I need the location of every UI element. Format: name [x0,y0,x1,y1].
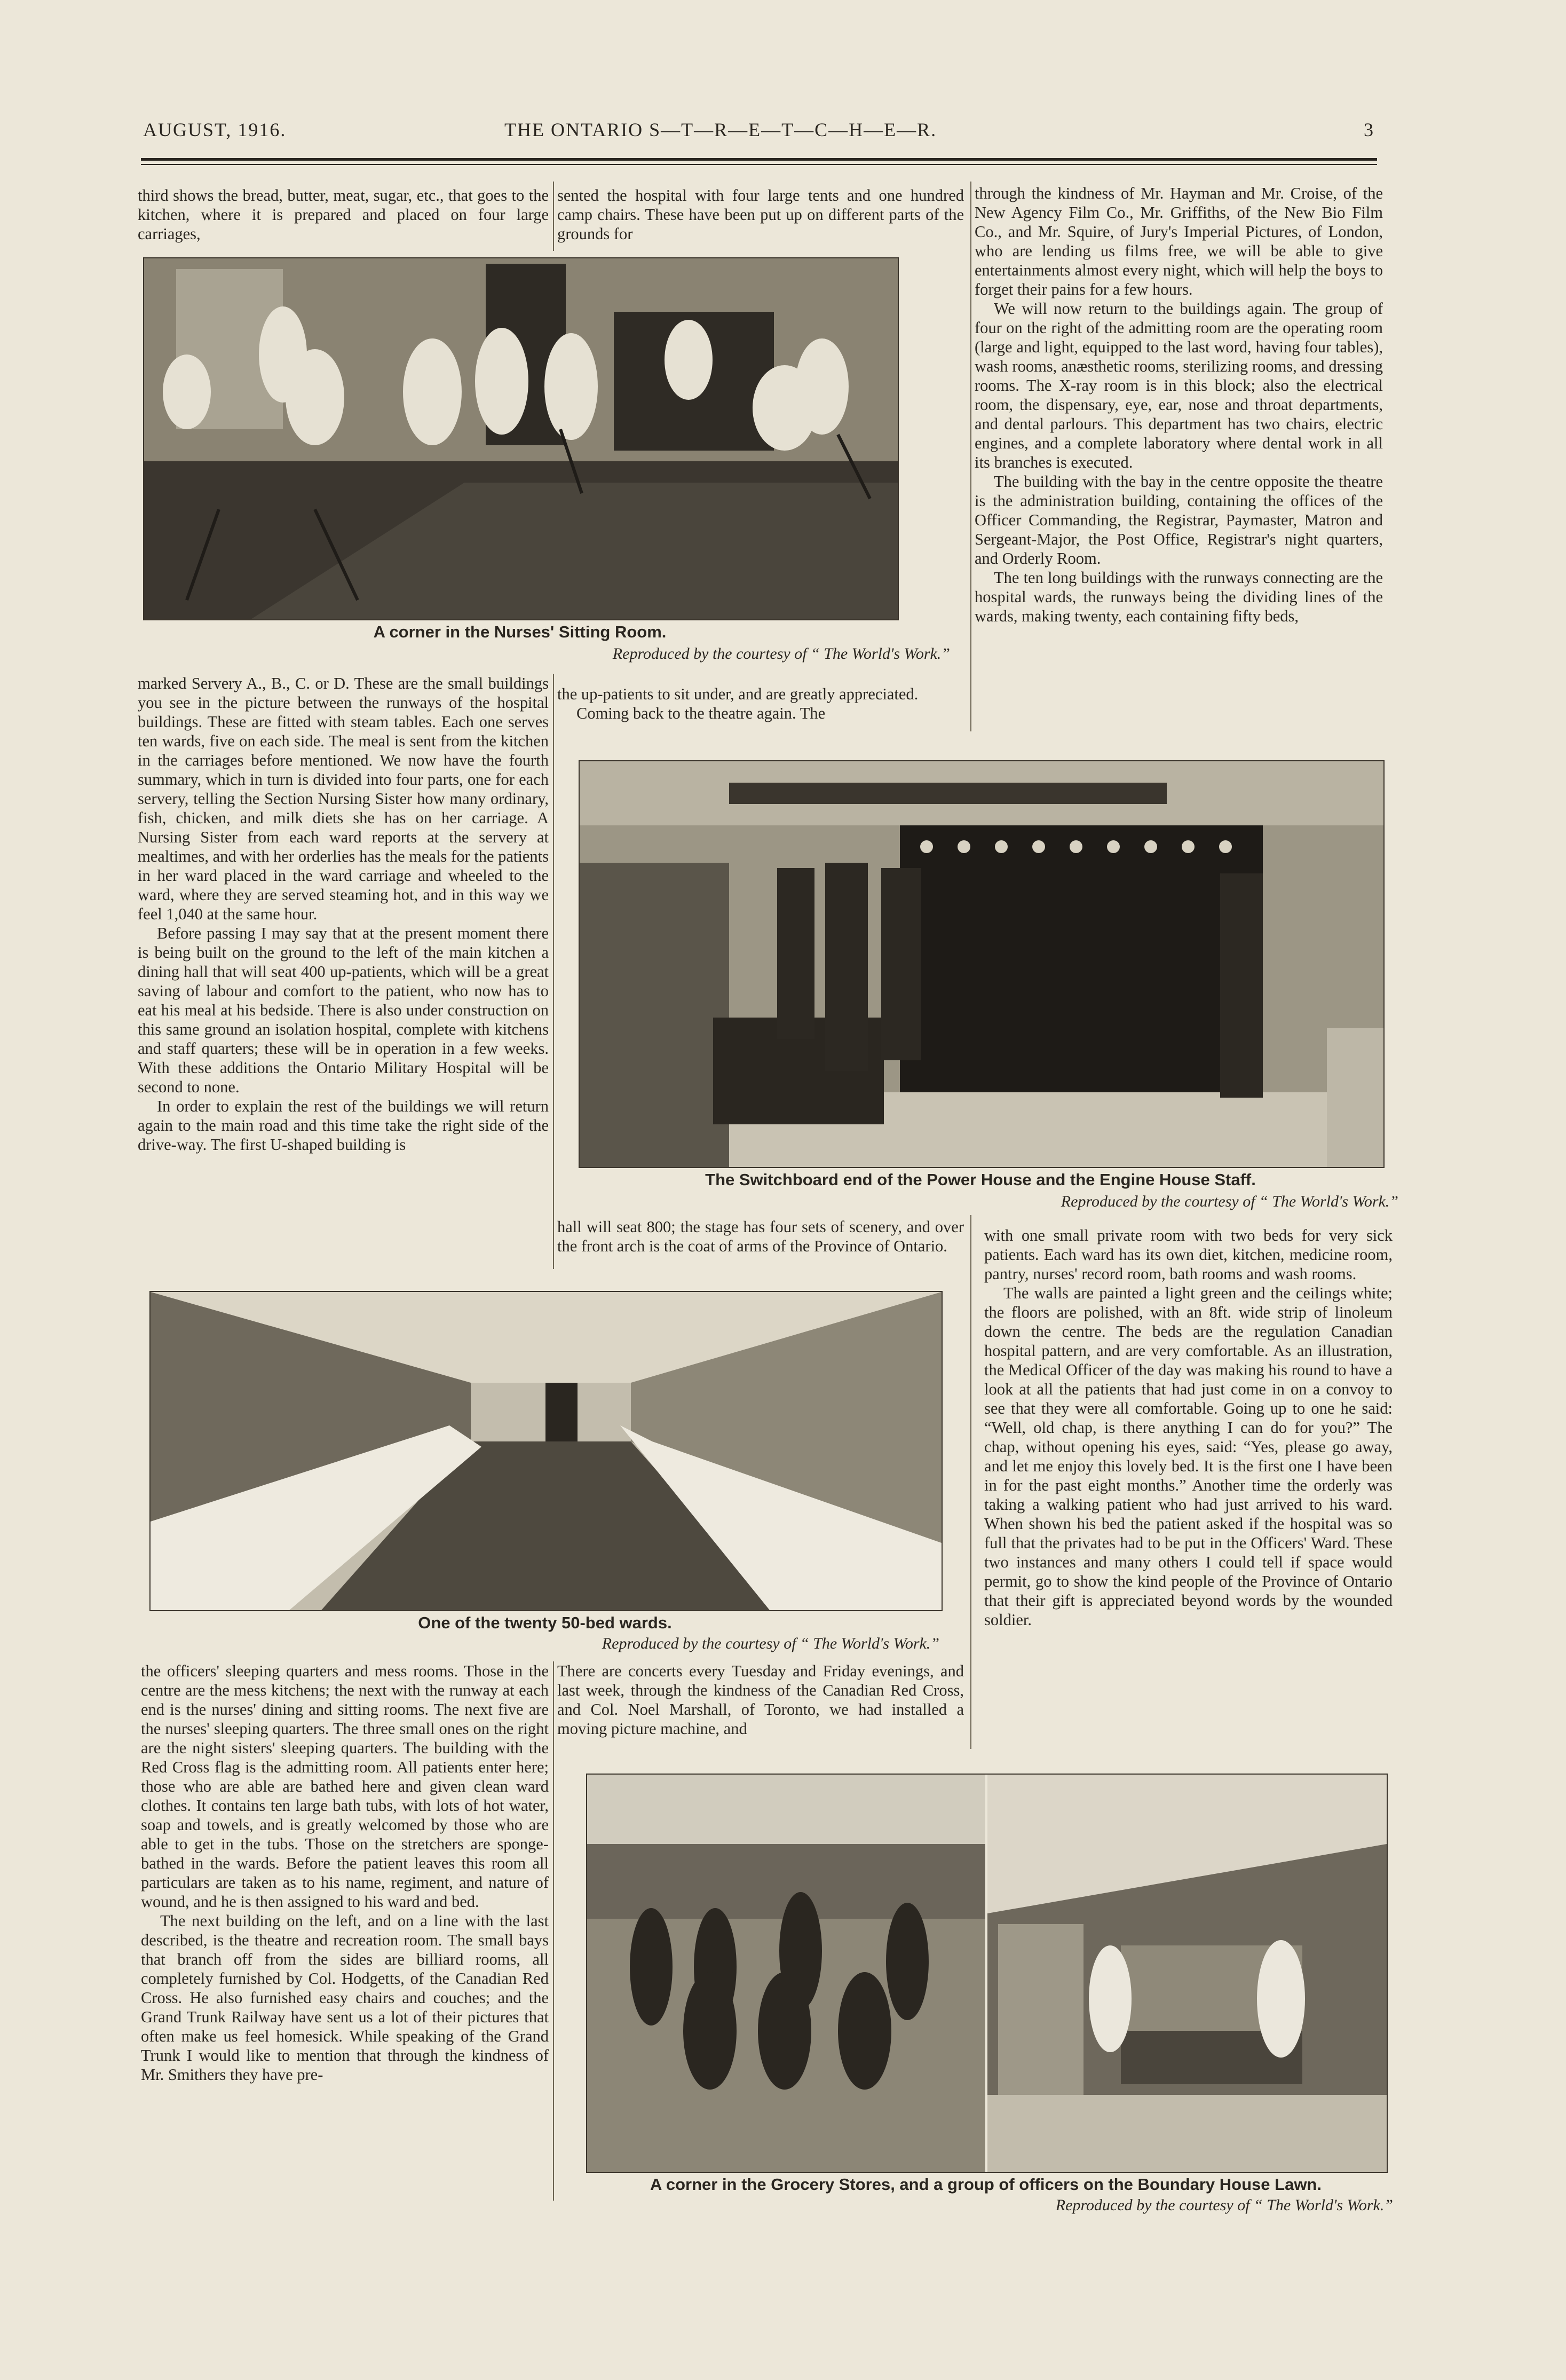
column-rule [970,1215,971,1749]
switchboard-photo [579,760,1385,1168]
article-col2-lower: hall will seat 800; the stage has four sets of scenery, and over the front arch is the coat of arms of the Province of Ontario. [557,1218,964,1255]
article-col2-top: sented the hospital with four large tents and one hundred camp chairs. These have been put up on different parts of the grounds for [557,186,964,243]
ward-credit: Reproduced by the courtesy of “ The World's Work.” [602,1635,939,1652]
ward-photo [149,1291,943,1611]
ward-caption: One of the twenty 50-bed wards. [418,1613,672,1632]
switchboard-credit: Reproduced by the courtesy of “ The World's Work.” [1061,1193,1398,1210]
nurses-caption: A corner in the Nurses' Sitting Room. [373,622,667,641]
grocery-caption: A corner in the Grocery Stores, and a group of officers on the Boundary House Lawn. [650,2175,1322,2194]
column-rule [553,674,554,1269]
nurses-sitting-room-photo [143,257,899,620]
page-number: 3 [1364,119,1374,140]
column-rule [553,182,554,251]
article-col2-bottom: There are concerts every Tuesday and Friday evenings, and last week, through the kindness of the Canadian Red Cross, and Col. Noel Marshall, of Toronto, we had installed a moving picture machine, and [557,1662,964,1738]
switchboard-caption: The Switchboard end of the Power House and the Engine House Staff. [705,1170,1256,1189]
grocery-officers-photo [586,1774,1388,2173]
article-col1-top: third shows the bread, butter, meat, sugar, etc., that goes to the kitchen, where it is prepared and placed on four large carriages, [138,186,549,243]
header-rule-thin [141,164,1377,165]
header-rule [141,158,1377,161]
column-rule [553,1661,554,2201]
article-col2-middle: the up-patients to sit under, and are greatly appreciated. Coming back to the theatre again. The [557,685,919,722]
nurses-credit: Reproduced by the courtesy of “ The World's Work.” [612,645,950,663]
article-col3-top: through the kindness of Mr. Hayman and Mr. Croise, of the New Agency Film Co., Mr. Griffiths, of the New Bio Film Co., and Mr. Squire, of Jury's Imperial Pictures, of London, who are lending us films free, we will be able to give entertainments almost every night, which will help the boys to forget their pains for a few hours. We will now return to the buildings again. The group of four on the right of the admitting room are the operating room (large and light, equipped to the last word, having four tables), wash rooms, anæsthetic rooms, sterilizing rooms, and dressing rooms. The X-ray room is in this block; also the electrical room, the dispensary, eye, ear, nose and throat departments, and dental parlours. This department has two chairs, electric engines, and a complete laboratory where dental work in all its branches is executed. The building with the bay in the centre opposite the theatre is the administration building, containing the offices of the Officer Commanding, the Registrar, Paymaster, Matron and Sergeant-Major, the Post Office, Registrar's night quarters, and Orderly Room. The ten long buildings with the runways connecting are the hospital wards, the runways being the dividing lines of the wards, making twenty, each containing fifty beds, [975,184,1383,625]
column-rule [970,182,971,731]
grocery-credit: Reproduced by the courtesy of “ The World's Work.” [1055,2196,1393,2214]
issue-date: AUGUST, 1916. [143,119,287,140]
article-col1-bottom: the officers' sleeping quarters and mess rooms. Those in the centre are the mess kitchens; the next with the runway at each end is the nurses' dining and sitting rooms. The next five are the nurses' sleeping quarters. The three small ones on the right are the night sisters' sleeping quarters. The building with the Red Cross flag is the admitting room. All patients enter here; those who are able are bathed here and given clean ward clothes. It contains ten large bath tubs, with lots of hot water, soap and towels, and is greatly welcomed by those who are able to get in the tubs. Those on the stretchers are sponge-bathed in the wards. Before the patient leaves this room all particulars are taken as to his name, regiment, and nature of wound, and he is then assigned to his ward and bed. The next building on the left, and on a line with the last described, is the theatre and recreation room. The small bays that branch off from the sides are billiard rooms, all completely furnished by Col. Hodgetts, of the Canadian Red Cross. He also furnished easy chairs and couches; and the Grand Trunk Railway have sent us a lot of their pictures that often make us feel homesick. While speaking of the Grand Trunk I would like to mention that through the kindness of Mr. Smithers they have pre- [141,1662,549,2084]
article-col3-middle: with one small private room with two beds for very sick patients. Each ward has its own diet, kitchen, medicine room, pantry, nurses' record room, bath rooms and wash rooms. The walls are painted a light green and the ceilings white; the floors are polished, with an 8ft. wide strip of linoleum down the centre. The beds are the regulation Canadian hospital pattern, and are very comfortable. As an illustration, the Medical Officer of the day was making his round to have a look at all the patients that had just come in on a convoy to see that they were all comfortable. Going up to one he said: “Well, old chap, is there anything I can do for you?” The chap, without opening his eyes, said: “Yes, please go away, and let me enjoy this lovely bed. It is the first one I have been in for the past eight months.” Another time the orderly was taking a walking patient who had just arrived to his ward. When shown his bed the patient asked if the hospital was so full that the privates had to be put in the Officers' Ward. These two instances and many others I could tell if space would permit, go to show the kind people of the Province of Ontario that their gift is appreciated beyond words by the wounded soldier. [984,1226,1393,1629]
newspaper-title: THE ONTARIO S—T—R—E—T—C—H—E—R. [504,119,937,140]
article-col1-middle: marked Servery A., B., C. or D. These are the small buildings you see in the picture between the runways of the hospital buildings. These are fitted with steam tables. Each one serves ten wards, five on each side. The meal is sent from the kitchen in the carriages before mentioned. We now have the fourth summary, which in turn is divided into four parts, one for each servery, telling the Section Nursing Sister how many ordinary, fish, chicken, and milk diets she has on her carriage. A Nursing Sister from each ward reports at the servery at mealtimes, and with her orderlies has the meals for the patients in her ward placed in the ward carriage and wheeled to the ward, where they are served steaming hot, and in this way we feel 1,040 at the same hour. Before passing I may say that at the present moment there is being built on the ground to the left of the main kitchen a dining hall that will seat 400 up-patients, which will be a great saving of labour and comfort to the patient, who now has to eat his meal at his bedside. There is also under construction on this same ground an isolation hospital, complete with kitchens and staff quarters; these will be in operation in a few weeks. With these additions the Ontario Military Hospital will be second to none. In order to explain the rest of the buildings we will return again to the main road and this time take the right side of the drive-way. The first U-shaped building is [138,674,549,1154]
